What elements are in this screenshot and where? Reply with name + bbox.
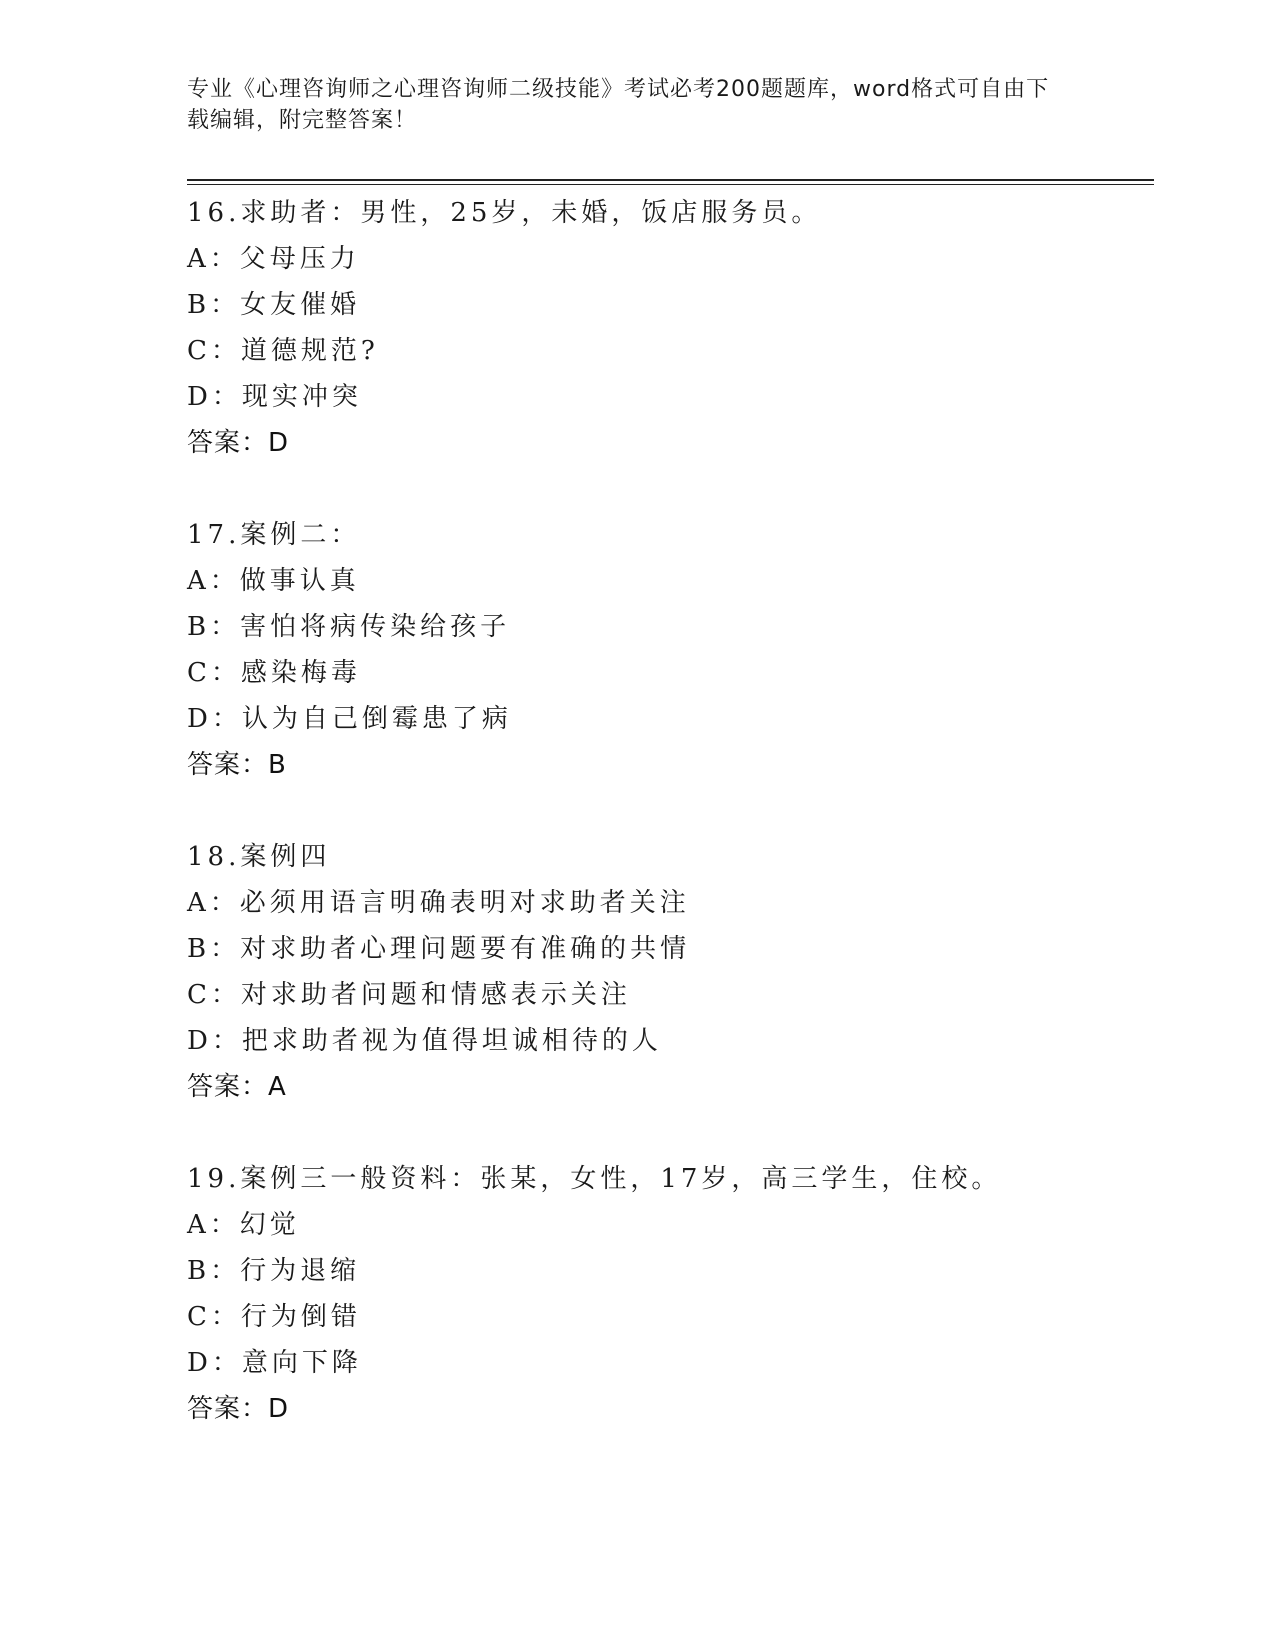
option-c: C：道德规范? [187, 336, 379, 366]
option-d: D：意向下降 [187, 1348, 362, 1378]
answer-line: 答案：B [187, 750, 287, 780]
question-stem: 18.案例四 [187, 842, 331, 872]
option-b: B：对求助者心理问题要有准确的共情 [187, 934, 691, 964]
option-b: B：行为退缩 [187, 1256, 361, 1286]
option-a: A：父母压力 [187, 244, 360, 274]
question-stem: 16.求助者：男性，25岁，未婚，饭店服务员。 [187, 198, 822, 228]
question-stem: 17.案例二： [187, 520, 361, 550]
option-d: D：把求助者视为值得坦诚相待的人 [187, 1026, 662, 1056]
option-d: D：认为自己倒霉患了病 [187, 704, 512, 734]
option-c: C：行为倒错 [187, 1302, 361, 1332]
question-stem: 19.案例三一般资料：张某，女性，17岁，高三学生，住校。 [187, 1164, 1002, 1194]
header-divider-thick [187, 179, 1154, 181]
option-d: D：现实冲突 [187, 382, 362, 412]
option-b: B：女友催婚 [187, 290, 361, 320]
answer-line: 答案：D [187, 1394, 290, 1424]
option-c: C：对求助者问题和情感表示关注 [187, 980, 631, 1010]
question-19 [187, 1156, 1147, 1432]
header-text: 专业《心理咨询师之心理咨询师二级技能》考试必考200题题库，word格式可自由下载编辑，附完整答案！ [187, 77, 1050, 133]
answer-line: 答案：D [187, 428, 290, 458]
answer-line: 答案：A [187, 1072, 287, 1102]
question-16 [187, 190, 1147, 466]
option-a: A：幻觉 [187, 1210, 300, 1240]
question-17 [187, 512, 1147, 788]
document-header [187, 74, 1067, 136]
option-a: A：做事认真 [187, 566, 360, 596]
header-divider-thin [187, 184, 1154, 185]
question-list [187, 190, 1147, 1478]
option-b: B：害怕将病传染给孩子 [187, 612, 511, 642]
question-18 [187, 834, 1147, 1110]
option-c: C：感染梅毒 [187, 658, 361, 688]
option-a: A：必须用语言明确表明对求助者关注 [187, 888, 690, 918]
